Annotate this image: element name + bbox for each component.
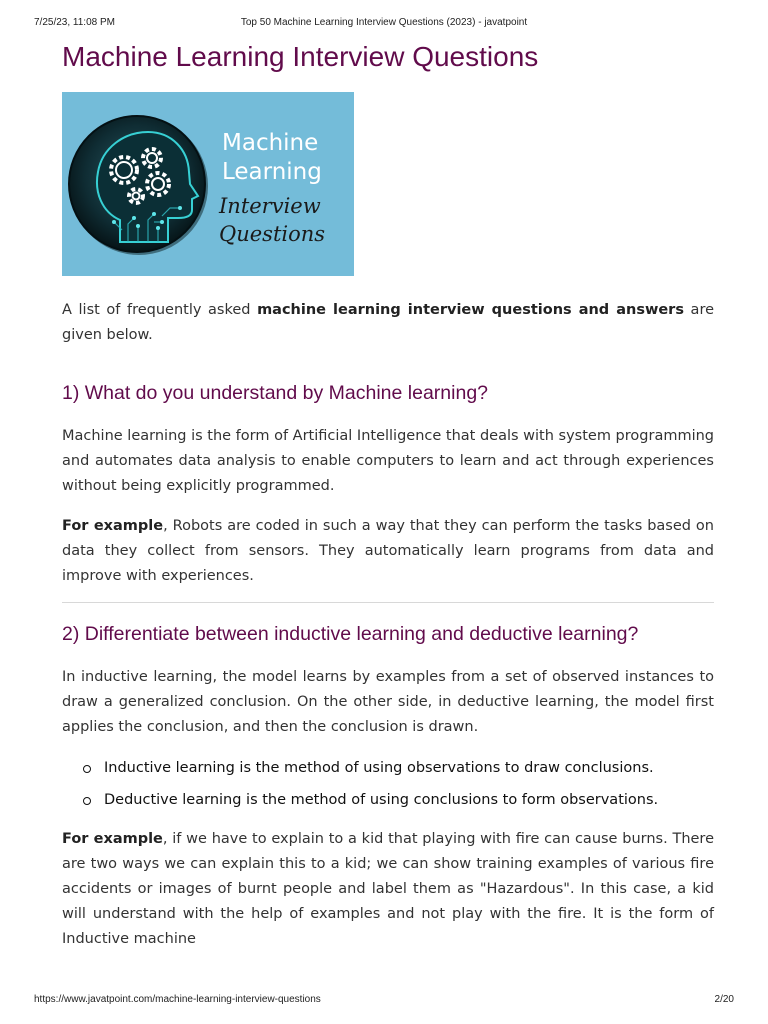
- example-label: For example: [62, 831, 163, 847]
- page-url: https://www.javatpoint.com/machine-learning-interview-questions: [34, 994, 321, 1005]
- hero-text-interview: Interview: [219, 194, 321, 218]
- print-page-title: Top 50 Machine Learning Interview Questions (2023) - javatpoint: [240, 17, 528, 28]
- list-item-text: Deductive learning is the method of using conclusions to form observations.: [104, 792, 659, 808]
- question-1-example: [62, 514, 714, 589]
- article-content: [62, 40, 714, 952]
- example-text: , if we have to explain to a kid that playing with fire can cause burns. There are two ways we can explain this to a kid; we can show training examples of various fire accidents or images of burnt people and label them as "Hazardous". In this case, a kid will understand with the help of examples and not play with the fire. It is the form of Inductive machine: [62, 831, 714, 947]
- intro-text-end: are given below.: [62, 302, 715, 343]
- question-1-heading: 1) What do you understand by Machine learning?: [62, 382, 489, 404]
- learning-types-list: [62, 756, 714, 813]
- bullet-circle-icon: [83, 765, 91, 773]
- intro-text-start: A list of frequently asked: [62, 302, 258, 318]
- question-1-answer: Machine learning is the form of Artificial Intelligence that deals with system programming and automates data analysis to enable computers to learn and act through experiences without being explicitly programmed.: [62, 428, 714, 494]
- bullet-circle-icon: [83, 797, 91, 805]
- print-date: 7/25/23, 11:08 PM: [34, 17, 115, 28]
- page-title: Machine Learning Interview Questions: [62, 41, 539, 72]
- hero-text-questions: Questions: [219, 222, 326, 246]
- example-label: For example: [62, 518, 164, 534]
- question-2-answer: In inductive learning, the model learns by examples from a set of observed instances to draw a generalized conclusion. On the other side, in deductive learning, the model first applies the conclusion, and then the conclusion is drawn.: [62, 669, 714, 735]
- question-2-example: [62, 827, 714, 952]
- hero-text-machine: Machine: [222, 130, 319, 156]
- intro-bold-text: machine learning interview questions and answers: [257, 302, 684, 318]
- example-text: , Robots are coded in such a way that they can perform the tasks based on data they collect from sensors. They automatically learn programs from data and improve with experiences.: [62, 518, 714, 584]
- hero-image: [62, 92, 354, 276]
- question-2-heading: 2) Differentiate between inductive learning and deductive learning?: [62, 623, 639, 645]
- page-number: 2/20: [714, 994, 734, 1005]
- list-item: [62, 788, 714, 813]
- intro-paragraph: [62, 298, 714, 348]
- hero-text-learning: Learning: [222, 159, 322, 185]
- list-item-text: Inductive learning is the method of using observations to draw conclusions.: [104, 760, 654, 776]
- section-divider: [62, 602, 714, 603]
- list-item: [62, 756, 714, 781]
